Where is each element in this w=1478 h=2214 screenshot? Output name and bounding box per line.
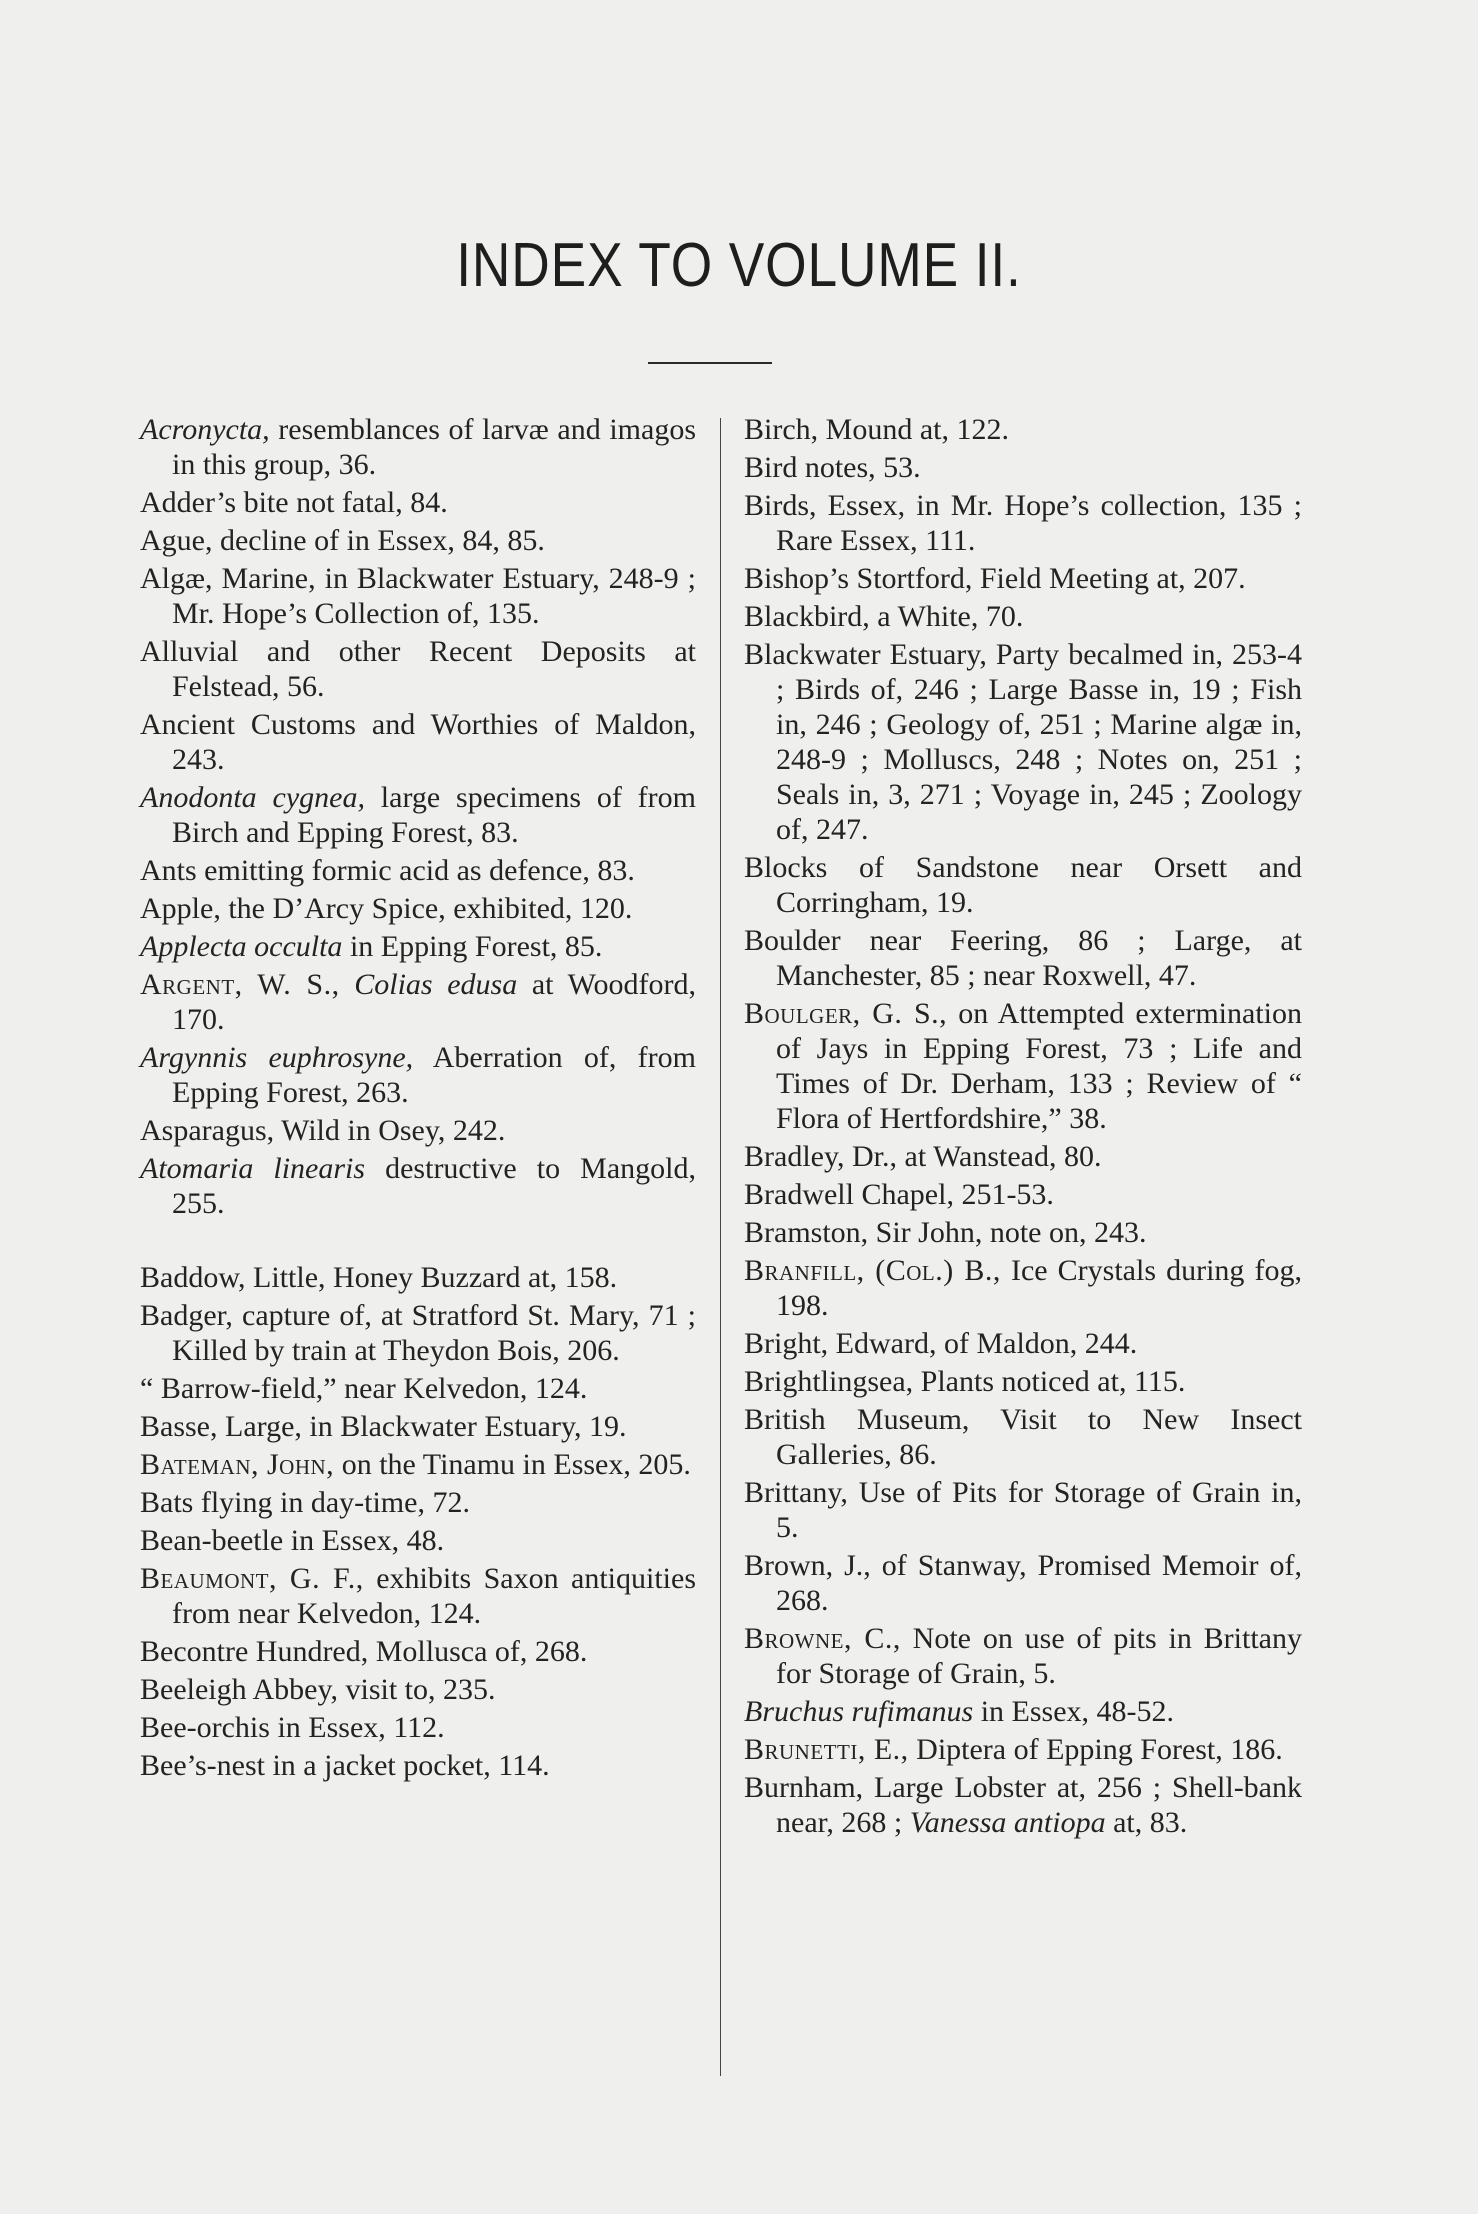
index-entry-text: Acronycta, xyxy=(140,413,270,446)
index-entry-text: Birch, Mound at, 122. xyxy=(744,413,1009,446)
index-entry xyxy=(744,561,1302,596)
index-entry xyxy=(744,850,1302,920)
index-entry xyxy=(140,707,696,777)
index-entry-text: Colias edusa xyxy=(354,968,518,1001)
index-entry xyxy=(744,996,1302,1136)
index-entry xyxy=(744,1548,1302,1618)
index-entry-text: Becontre Hundred, Mollusca of, 268. xyxy=(140,1635,588,1668)
index-entry-text: Beeleigh Abbey, visit to, 235. xyxy=(140,1673,496,1706)
index-entry-text: on Attempted extermination of Jays in Epping Forest, 73 ; Life and Times of Dr. Derham, 133 ; Review of “ Flora of Hertfordshire,” 38. xyxy=(776,997,1302,1135)
index-entry-text xyxy=(340,968,355,1001)
index-entry-text: Vanessa antiopa xyxy=(909,1806,1106,1839)
index-entry xyxy=(744,923,1302,993)
index-entry-text: Baddow, Little, Honey Buzzard at, 158. xyxy=(140,1261,618,1294)
index-entry-text: Brunetti, E., xyxy=(744,1733,909,1766)
index-entry-text: Applecta occulta xyxy=(140,930,343,963)
index-entry-text: Bradwell Chapel, 251-53. xyxy=(744,1178,1054,1211)
index-entry-text: Bean-beetle in Essex, 48. xyxy=(140,1524,445,1557)
index-entry-text: Alluvial and other Recent Deposits at Felstead, 56. xyxy=(140,635,696,703)
index-entry xyxy=(140,1672,696,1707)
index-entry-text: Boulger, G. S., xyxy=(744,997,948,1030)
index-entry-text: Atomaria linearis xyxy=(140,1152,366,1185)
index-entry-text: on the Tinamu in Essex, 205. xyxy=(334,1448,691,1481)
column-divider xyxy=(720,418,721,2076)
index-entry-text: Argent, W. S., xyxy=(140,968,340,1001)
index-entry-text: Ants emitting formic acid as defence, 83. xyxy=(140,854,635,887)
index-entry xyxy=(140,1260,696,1295)
index-entry xyxy=(140,1523,696,1558)
index-entry-text: at, 83. xyxy=(1105,1806,1188,1839)
index-entry xyxy=(744,1177,1302,1212)
index-entry xyxy=(744,1732,1302,1767)
index-entry-text: Blackbird, a White, 70. xyxy=(744,600,1024,633)
index-entry-text: Bee’s-nest in a jacket pocket, 114. xyxy=(140,1749,550,1782)
index-entry xyxy=(140,1710,696,1745)
index-entry-text: Brightlingsea, Plants noticed at, 115. xyxy=(744,1365,1186,1398)
index-entry xyxy=(140,891,696,926)
index-column-right xyxy=(744,412,1302,1843)
index-entry xyxy=(140,561,696,631)
index-entry-text: Argynnis euphrosyne, xyxy=(140,1041,414,1074)
section-gap xyxy=(140,1224,696,1260)
index-entry xyxy=(744,1770,1302,1840)
index-entry xyxy=(744,1326,1302,1361)
index-entry xyxy=(744,1139,1302,1174)
index-entry-text: Browne, C., xyxy=(744,1622,901,1655)
index-entry xyxy=(140,485,696,520)
index-entry xyxy=(140,523,696,558)
index-entry-text: in Epping Forest, 85. xyxy=(342,930,603,963)
index-entry xyxy=(140,967,696,1037)
index-entry xyxy=(140,1113,696,1148)
index-entry xyxy=(744,1475,1302,1545)
index-entry xyxy=(744,1253,1302,1323)
index-entry xyxy=(744,1215,1302,1250)
index-entry-text: Blocks of Sandstone near Orsett and Corringham, 19. xyxy=(744,851,1302,919)
index-entry xyxy=(140,1371,696,1406)
index-entry-text: exhibits Saxon antiquities from near Kelvedon, 124. xyxy=(172,1562,696,1630)
index-entry-text: British Museum, Visit to New Insect Galleries, 86. xyxy=(744,1403,1302,1471)
index-entry-text: Diptera of Epping Forest, 186. xyxy=(908,1733,1283,1766)
index-entry xyxy=(140,412,696,482)
index-entry-text: Birds, Essex, in Mr. Hope’s collection, 135 ; Rare Essex, 111. xyxy=(744,489,1302,557)
index-entry-text: Basse, Large, in Blackwater Estuary, 19. xyxy=(140,1410,627,1443)
index-entry-text: Anodonta cygnea, xyxy=(140,781,365,814)
index-entry-text: Asparagus, Wild in Osey, 242. xyxy=(140,1114,506,1147)
index-entry xyxy=(744,450,1302,485)
index-column-left xyxy=(140,412,696,1786)
index-entry xyxy=(140,1748,696,1783)
index-entry xyxy=(744,599,1302,634)
index-entry-text: Bird notes, 53. xyxy=(744,451,921,484)
index-entry-text: Brown, J., of Stanway, Promised Memoir of, 268. xyxy=(744,1549,1302,1617)
index-entry-text: in Essex, 48-52. xyxy=(973,1695,1175,1728)
index-entry-text: at Woodford, 170. xyxy=(172,968,696,1036)
index-entry xyxy=(744,1694,1302,1729)
index-entry-text: Beaumont, G. F., xyxy=(140,1562,364,1595)
index-entry-text: Ague, decline of in Essex, 84, 85. xyxy=(140,524,545,557)
index-entry-text: Bateman, John, xyxy=(140,1448,335,1481)
index-entry xyxy=(140,853,696,888)
index-entry xyxy=(744,1364,1302,1399)
title-rule xyxy=(648,362,772,364)
index-entry xyxy=(744,488,1302,558)
index-entry-text: Aberration of, from Epping Forest, 263. xyxy=(172,1041,696,1109)
index-entry-text: Boulder near Feering, 86 ; Large, at Manchester, 85 ; near Roxwell, 47. xyxy=(744,924,1302,992)
index-entry-text: Note on use of pits in Brittany for Storage of Grain, 5. xyxy=(776,1622,1302,1690)
index-entry-text: Adder’s bite not fatal, 84. xyxy=(140,486,448,519)
index-entry xyxy=(140,1447,696,1482)
index-entry xyxy=(140,929,696,964)
index-entry xyxy=(140,1040,696,1110)
index-entry xyxy=(140,1485,696,1520)
index-entry-text: Bright, Edward, of Maldon, 244. xyxy=(744,1327,1138,1360)
index-entry-text: large specimens of from Birch and Epping Forest, 83. xyxy=(172,781,697,849)
index-entry xyxy=(744,1402,1302,1472)
index-entry xyxy=(140,1561,696,1631)
index-entry-text: Apple, the D’Arcy Spice, exhibited, 120. xyxy=(140,892,633,925)
index-entry-text: Bishop’s Stortford, Field Meeting at, 207. xyxy=(744,562,1246,595)
index-entry xyxy=(744,1621,1302,1691)
index-entry-text: Brittany, Use of Pits for Storage of Grain in, 5. xyxy=(744,1476,1302,1544)
index-entry-text: destructive to Mangold, 255. xyxy=(172,1152,696,1220)
index-entry-text: Bats flying in day-time, 72. xyxy=(140,1486,470,1519)
index-entry-text: Burnham, Large Lobster at, 256 ; Shell-bank near, 268 ; xyxy=(744,1771,1302,1839)
index-entry xyxy=(140,780,696,850)
index-entry xyxy=(744,637,1302,847)
index-entry-text: resemblances of larvæ and imagos in this group, 36. xyxy=(172,413,696,481)
index-entry-text: Bruchus rufimanus xyxy=(744,1695,974,1728)
index-entry xyxy=(140,1151,696,1221)
index-entry-text: Bramston, Sir John, note on, 243. xyxy=(744,1216,1147,1249)
index-entry-text: Ice Crystals during fog, 198. xyxy=(776,1254,1302,1322)
index-entry-text: Badger, capture of, at Stratford St. Mary, 71 ; Killed by train at Theydon Bois, 206. xyxy=(140,1299,696,1367)
index-entry-text: Algæ, Marine, in Blackwater Estuary, 248-9 ; Mr. Hope’s Collection of, 135. xyxy=(140,562,696,630)
index-entry-text: Branfill, (Col.) B., xyxy=(744,1254,1001,1287)
index-entry xyxy=(140,1409,696,1444)
index-entry xyxy=(140,634,696,704)
index-entry-text: Bradley, Dr., at Wanstead, 80. xyxy=(744,1140,1102,1173)
index-entry-text: Ancient Customs and Worthies of Maldon, 243. xyxy=(140,708,696,776)
index-entry xyxy=(744,412,1302,447)
index-entry xyxy=(140,1298,696,1368)
index-entry-text: “ Barrow-field,” near Kelvedon, 124. xyxy=(140,1372,588,1405)
index-entry-text: Blackwater Estuary, Party becalmed in, 253-4 ; Birds of, 246 ; Large Basse in, 19 ; Fish in, 246 ; Geology of, 251 ; Marine algæ in, 248-9 ; Molluscs, 248 ; Notes on, 251 ; Seals in, 3, 271 ; Voyage in, 245 ; Zoology of, 247. xyxy=(744,638,1302,846)
index-entry-text: Bee-orchis in Essex, 112. xyxy=(140,1711,445,1744)
index-entry xyxy=(140,1634,696,1669)
page-title: INDEX TO VOLUME II. xyxy=(456,231,1022,300)
